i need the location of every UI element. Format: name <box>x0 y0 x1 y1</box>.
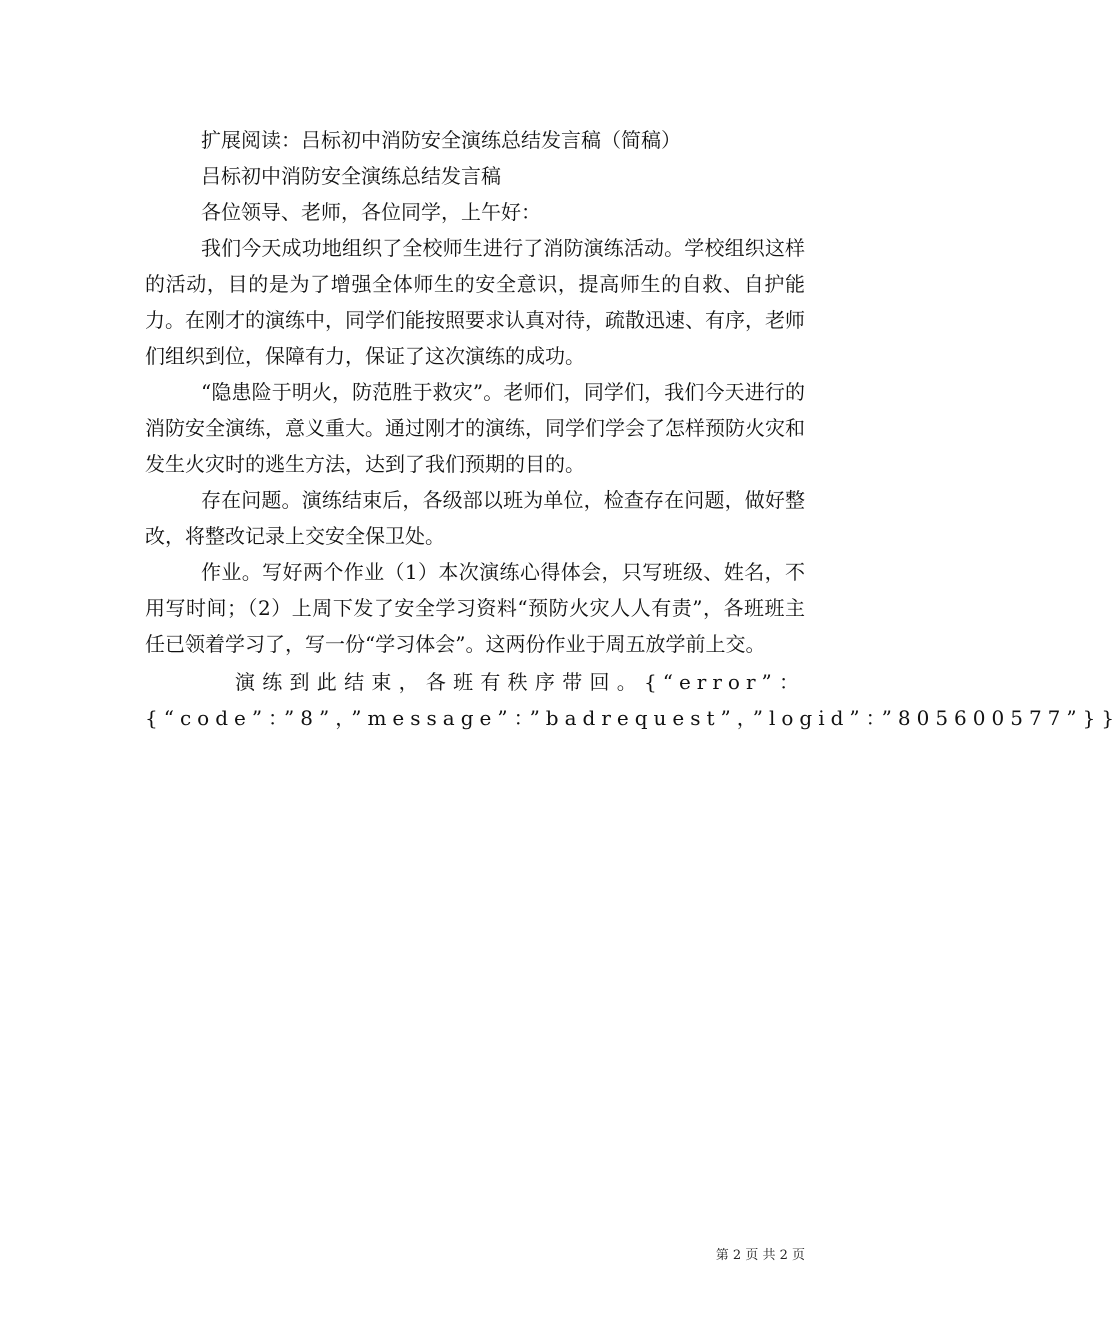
extended-reading-heading: 扩展阅读：吕标初中消防安全演练总结发言稿（简稿） <box>201 128 681 152</box>
page-number: 第 2 页 共 2 页 <box>715 1248 805 1263</box>
document-body <box>145 122 1120 736</box>
paragraph: 作业。写好两个作业（1）本次演练心得体会，只写班级、姓名，不用写时间；（2）上周下发了安全学习资料“预防火灾人人有责”，各班班主任已领着学习了，写一份“学习体会”。这两份作业于周五放学前上交。 <box>145 560 805 656</box>
paragraph: 我们今天成功地组织了全校师生进行了消防演练活动。学校组织这样的活动，目的是为了增强全体师生的安全意识，提高师生的自救、自护能力。在刚才的演练中，同学们能按照要求认真对待，疏散迅速、有序，老师们组织到位，保障有力，保证了这次演练的成功。 <box>145 236 805 368</box>
greeting: 各位领导、老师，各位同学，上午好： <box>201 200 541 224</box>
speech-title: 吕标初中消防安全演练总结发言稿 <box>201 164 501 188</box>
paragraph: “隐患险于明火，防范胜于救灾”。老师们，同学们，我们今天进行的消防安全演练，意义重大。通过刚才的演练，同学们学会了怎样预防火灾和发生火灾时的逃生方法，达到了我们预期的目的。 <box>145 380 805 476</box>
closing-paragraph: 演练到此结束，各班有秩序带回。{“error”：{“code”：”8”，”message”：”badrequest”，”logid”：”805600577”}} <box>145 670 1120 730</box>
paragraph: 存在问题。演练结束后，各级部以班为单位，检查存在问题，做好整改，将整改记录上交安全保卫处。 <box>145 488 805 548</box>
